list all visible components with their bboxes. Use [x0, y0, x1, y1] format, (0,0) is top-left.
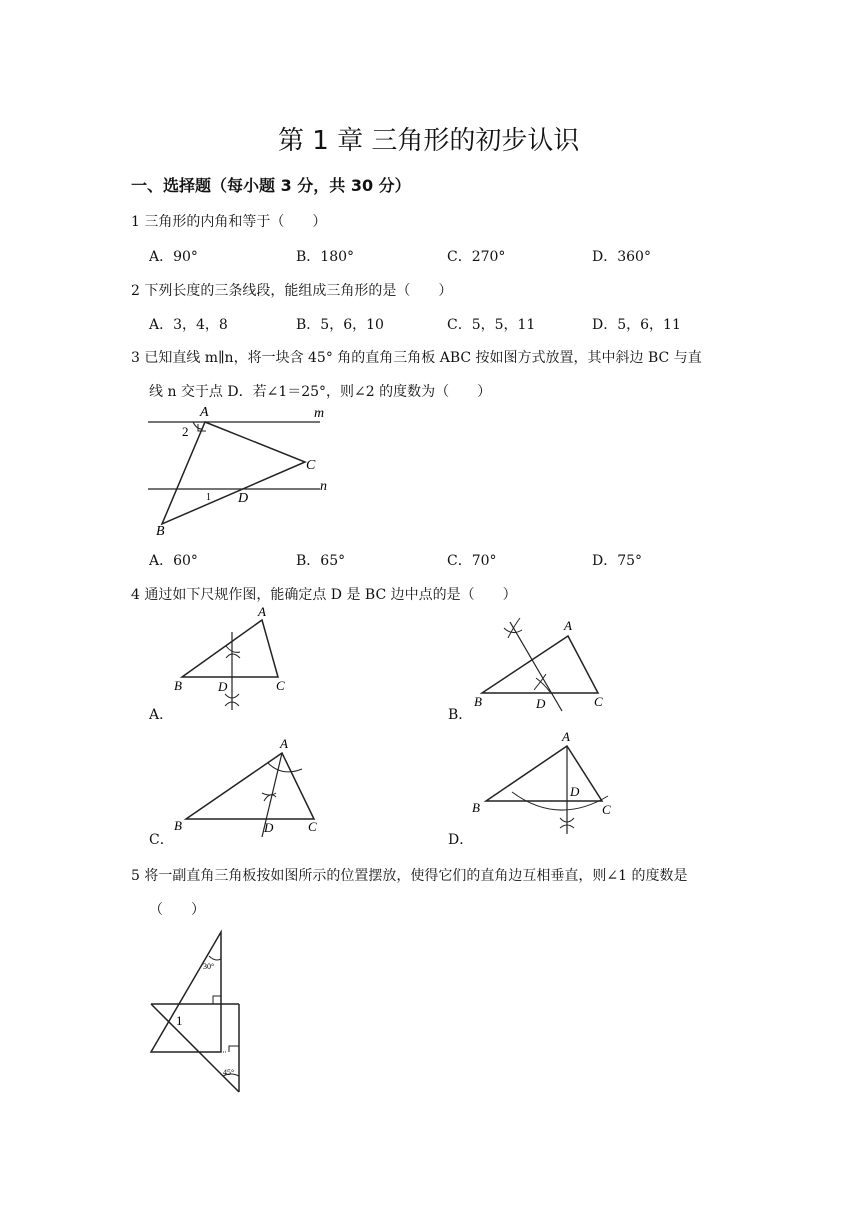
question-1-option-a: A．90°: [149, 249, 198, 265]
question-4-stem: 4 通过如下尺规作图，能确定点 D 是 BC 边中点的是（ ）: [131, 587, 517, 603]
label-angle-45: 45°: [223, 1068, 235, 1077]
question-4-figure-d: [468, 730, 638, 840]
label-angle-1: 1: [176, 1013, 183, 1028]
question-5-stem: 5 将一副直角三角板按如图所示的位置摆放，使得它们的直角边互相垂直，则∠1 的度数是: [131, 868, 688, 884]
label-c: C: [276, 678, 285, 693]
label-a: A: [200, 405, 209, 420]
label-c: C: [308, 819, 317, 834]
label-d: D: [536, 696, 546, 711]
question-5-figure: [145, 928, 255, 1098]
section-heading: 一、选择题（每小题 3 分，共 30 分）: [131, 176, 411, 195]
question-1-option-d: D．360°: [592, 249, 651, 265]
question-3-option-d: D．75°: [592, 553, 643, 569]
question-1-stem: 1 三角形的内角和等于（ ）: [131, 214, 327, 230]
question-5-stem-line2: （ ）: [149, 902, 205, 918]
question-2-option-c: C．5，5，11: [447, 317, 536, 333]
question-4-figure-c: [170, 733, 330, 843]
label-c: C: [602, 802, 611, 817]
label-c: C: [306, 458, 316, 473]
label-c: C: [594, 694, 603, 709]
label-a: A: [258, 604, 266, 619]
question-3-option-b: B．65°: [296, 553, 346, 569]
label-d: D: [570, 784, 580, 799]
label-m: m: [314, 406, 325, 421]
label-n: n: [320, 479, 327, 494]
question-4-option-d-label: D．: [448, 832, 474, 848]
question-4-option-a-label: A．: [149, 707, 174, 723]
question-2-option-b: B．5，6，10: [296, 317, 384, 333]
question-4-figure-b: [470, 612, 630, 712]
label-b: B: [156, 524, 165, 539]
label-a: A: [564, 618, 572, 633]
question-2-option-a: A．3，4，8: [149, 317, 228, 333]
label-b: B: [474, 694, 482, 709]
question-3-stem-line1: 3 已知直线 m∥n，将一块含 45° 角的直角三角板 ABC 按如图方式放置，其中斜边 BC 与直: [131, 350, 702, 366]
label-b: B: [174, 678, 182, 693]
question-4-option-b-label: B．: [448, 707, 473, 723]
label-b: B: [174, 818, 182, 833]
page-title: 第 1 章 三角形的初步认识: [278, 126, 580, 156]
question-1-option-b: B．180°: [296, 249, 355, 265]
question-3-option-c: C．70°: [447, 553, 497, 569]
label-a: A: [280, 736, 288, 751]
label-angle-2: 2: [182, 424, 189, 439]
label-d: D: [238, 491, 249, 506]
label-d: D: [218, 679, 228, 694]
question-2-option-d: D．5，6，11: [592, 317, 681, 333]
label-angle-1: 1: [206, 492, 211, 503]
question-1-option-c: C．270°: [447, 249, 506, 265]
question-2-stem: 2 下列长度的三条线段，能组成三角形的是（ ）: [131, 283, 453, 299]
question-4-option-c-label: C．: [149, 832, 174, 848]
label-angle-30: 30°: [203, 962, 215, 971]
label-a: A: [562, 729, 570, 744]
question-4-figure-a: [170, 606, 320, 711]
question-3-option-a: A．60°: [149, 553, 198, 569]
question-3-stem-line2: 线 n 交于点 D．若∠1＝25°，则∠2 的度数为（ ）: [149, 384, 492, 400]
label-b: B: [472, 800, 480, 815]
label-d: D: [264, 820, 274, 835]
question-3-figure: [140, 404, 340, 539]
